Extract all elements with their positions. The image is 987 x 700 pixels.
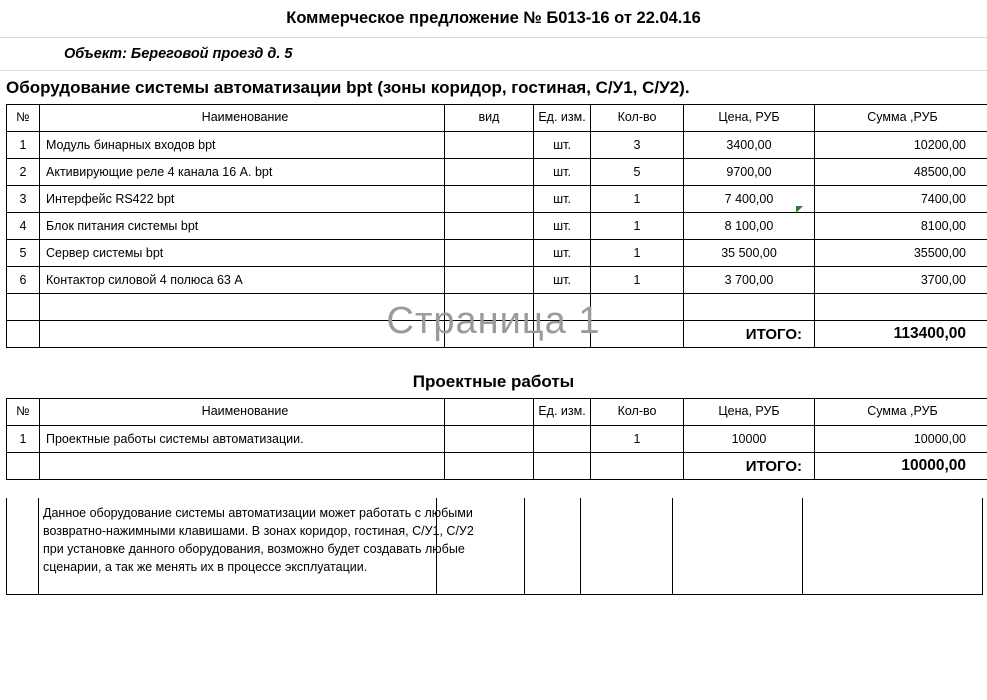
cell-num: 4 <box>7 213 40 240</box>
cell-qty: 5 <box>591 159 684 186</box>
cell-unit: шт. <box>534 240 591 267</box>
col-header-name: Наименование <box>40 399 445 426</box>
total-spacer <box>40 453 445 480</box>
col-header-unit: Ед. изм. <box>534 105 591 132</box>
total-spacer <box>445 453 534 480</box>
col-header-vid <box>445 399 534 426</box>
col-header-qty: Кол-во <box>591 399 684 426</box>
cell-qty: 1 <box>591 240 684 267</box>
cell-sum: 8100,00 <box>815 213 987 240</box>
total-spacer <box>534 453 591 480</box>
total-row <box>7 453 987 480</box>
cell-unit: шт. <box>534 213 591 240</box>
page-title: Коммерческое предложение № Б013-16 от 22.04.16 <box>286 9 701 27</box>
cell-vid <box>445 132 534 159</box>
cell-qty: 1 <box>591 267 684 294</box>
total-row <box>7 321 987 348</box>
cell-unit: шт. <box>534 132 591 159</box>
total-spacer <box>445 321 534 348</box>
col-header-num: № <box>7 105 40 132</box>
col-header-sum: Сумма ,РУБ <box>815 105 987 132</box>
page-watermark: Страница 1 <box>386 300 601 342</box>
section-heading: Оборудование системы автоматизации bpt (зоны коридор, гостиная, С/У1, С/У2). <box>6 78 690 97</box>
cell-name: Интерфейс RS422 bpt <box>40 186 445 213</box>
note-text: Данное оборудование системы автоматизации может работать с любыми возвратно-нажимными клавишами. В зонах коридор, гостиная, С/У1, С/У2 при установке данного оборудования, возможно будет создавать любые сценарии, а так же менять их в процессе эксплуатации. <box>43 506 474 575</box>
table-row <box>7 213 987 240</box>
table-row <box>7 240 987 267</box>
cell-num: 3 <box>7 186 40 213</box>
cell-name: Блок питания системы bpt <box>40 213 445 240</box>
empty-cell <box>684 294 815 321</box>
cell-vid <box>445 426 534 453</box>
empty-cell <box>40 294 445 321</box>
total-label: ИТОГО: <box>684 321 815 348</box>
note-gridline <box>524 498 525 594</box>
cell-unit <box>534 426 591 453</box>
cell-qty: 3 <box>591 132 684 159</box>
table-row <box>7 132 987 159</box>
cell-name: Сервер системы bpt <box>40 240 445 267</box>
cell-qty: 1 <box>591 213 684 240</box>
note-gridline <box>802 498 803 594</box>
col-header-unit: Ед. изм. <box>534 399 591 426</box>
cell-vid <box>445 240 534 267</box>
total-spacer <box>40 321 445 348</box>
cell-price: 7 400,00 <box>684 186 815 213</box>
cell-sum: 10000,00 <box>815 426 987 453</box>
col-header-price: Цена, РУБ <box>684 399 815 426</box>
cell-unit: шт. <box>534 267 591 294</box>
cell-name: Проектные работы системы автоматизации. <box>40 426 445 453</box>
cell-num: 1 <box>7 132 40 159</box>
cell-qty: 1 <box>591 426 684 453</box>
cell-sum: 10200,00 <box>815 132 987 159</box>
cell-vid <box>445 186 534 213</box>
cell-qty: 1 <box>591 186 684 213</box>
cell-sum: 48500,00 <box>815 159 987 186</box>
col-header-price: Цена, РУБ <box>684 105 815 132</box>
note-block <box>6 498 983 595</box>
cell-name: Контактор силовой 4 полюса 63 А <box>40 267 445 294</box>
total-spacer <box>7 453 40 480</box>
col-header-num: № <box>7 399 40 426</box>
table-empty-row <box>7 294 987 321</box>
total-spacer <box>534 321 591 348</box>
col-header-vid: вид <box>445 105 534 132</box>
object-line: Объект: Береговой проезд д. 5 <box>64 46 293 62</box>
cell-vid <box>445 159 534 186</box>
empty-cell <box>815 294 987 321</box>
empty-cell <box>591 294 684 321</box>
cell-price: 3 700,00 <box>684 267 815 294</box>
empty-cell <box>445 294 534 321</box>
cell-price: 35 500,00 <box>684 240 815 267</box>
table-header-row <box>7 105 987 132</box>
cell-num: 2 <box>7 159 40 186</box>
note-gridline <box>38 498 39 594</box>
cell-price: 9700,00 <box>684 159 815 186</box>
cell-price: 3400,00 <box>684 132 815 159</box>
total-spacer <box>7 321 40 348</box>
cell-num: 6 <box>7 267 40 294</box>
table-header-row <box>7 399 987 426</box>
total-label: ИТОГО: <box>684 453 815 480</box>
cell-num: 1 <box>7 426 40 453</box>
total-value: 10000,00 <box>815 453 987 480</box>
note-gridline <box>672 498 673 594</box>
project-works-table <box>6 398 987 480</box>
cell-unit: шт. <box>534 159 591 186</box>
cell-vid <box>445 267 534 294</box>
table-row <box>7 426 987 453</box>
total-value: 113400,00 <box>815 321 987 348</box>
cell-price: 10000 <box>684 426 815 453</box>
section-gap <box>0 348 987 364</box>
note-gridline <box>580 498 581 594</box>
cell-price: 8 100,00 <box>684 213 815 240</box>
empty-cell <box>534 294 591 321</box>
col-header-sum: Сумма ,РУБ <box>815 399 987 426</box>
empty-cell <box>7 294 40 321</box>
cell-name: Модуль бинарных входов bpt <box>40 132 445 159</box>
cell-sum: 3700,00 <box>815 267 987 294</box>
total-spacer <box>591 321 684 348</box>
cell-num: 5 <box>7 240 40 267</box>
cell-name: Активирующие реле 4 канала 16 А. bpt <box>40 159 445 186</box>
table-row <box>7 267 987 294</box>
cell-unit: шт. <box>534 186 591 213</box>
table-row <box>7 159 987 186</box>
cell-sum: 7400,00 <box>815 186 987 213</box>
equipment-table <box>6 104 987 348</box>
table-row <box>7 186 987 213</box>
cell-sum: 35500,00 <box>815 240 987 267</box>
col-header-qty: Кол-во <box>591 105 684 132</box>
total-spacer <box>591 453 684 480</box>
project-section-title: Проектные работы <box>412 372 575 391</box>
cell-vid <box>445 213 534 240</box>
col-header-name: Наименование <box>40 105 445 132</box>
